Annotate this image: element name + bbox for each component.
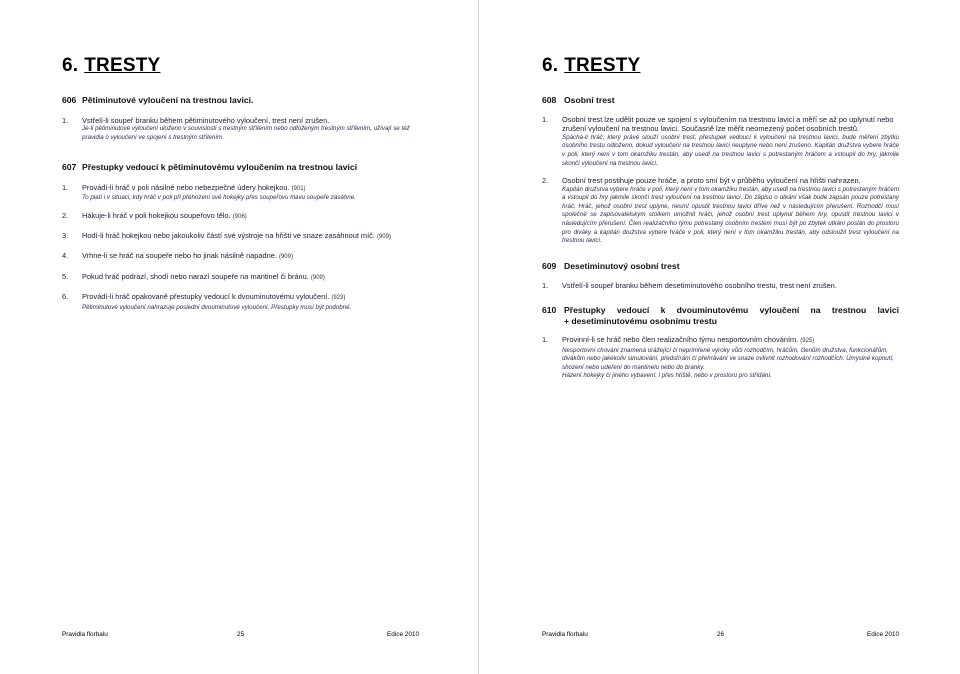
page-footer [62, 631, 419, 641]
rule-text: Hákuje-li hráč v poli hokejkou soupeřovo tělo. [82, 210, 231, 220]
page-number: 25 [237, 631, 245, 638]
rule-number: 4. [62, 251, 69, 261]
rule-number: 3. [62, 231, 69, 240]
page-body [62, 95, 419, 312]
rule-item [62, 183, 419, 203]
rule-number: 1. [62, 182, 69, 192]
rule-reference: (925) [800, 338, 815, 345]
rule-text: Hodí-li hráč hokejkou nebo jakoukoliv částí své výstroje na hřišti ve snaze zasáhnout míč. [82, 231, 375, 240]
chapter-number: 6. [62, 55, 79, 76]
rule-number: 1. [542, 335, 549, 345]
rule-number: 1. [542, 280, 549, 290]
rule-number: 2. [542, 176, 549, 186]
section-title-continuation: + desetiminutovému osobnímu trestu [564, 316, 718, 327]
section-title: Přestupky vedoucí k pětiminutovému vyloučením na trestnou lavici [82, 161, 358, 172]
rule-number: 2. [62, 210, 69, 220]
rule-item [542, 176, 899, 246]
rule-reference: (923) [331, 295, 346, 302]
rule-note: Pětiminutové vyloučení nahrazuje poslední dvouminutové vyloučení. Přestupky musí být podobné. [82, 303, 352, 311]
footer-title: Pravidla florbalu [542, 631, 588, 638]
rule-text: Osobní trest postihuje pouze hráče, a proto smí být v průběhu vyloučení na hřišti nahrazen. [562, 176, 861, 186]
rule-text: Provádí-li hráč v poli násilné nebo nebezpečné údery hokejkou. [82, 182, 290, 192]
section-heading-606 [62, 95, 419, 106]
page-number: 26 [717, 631, 725, 638]
footer-title: Pravidla florbalu [62, 631, 108, 638]
section-number: 609 [542, 260, 557, 271]
document-page-right [480, 0, 959, 674]
rule-text: Pokud hráč podrazí, shodí nebo narazí soupeře na mantinel či bránu. [82, 271, 309, 281]
rule-text: Vrhne-li se hráč na soupeře nebo ho jinak násilně napadne. [82, 251, 277, 261]
rule-text: Provádí-li hráč opakovaně přestupky vedoucí k dvouminutovému vyloučení. [82, 292, 330, 302]
rule-reference: (901) [291, 185, 306, 192]
section-title: Osobní trest [564, 95, 615, 105]
chapter-title: TRESTY [84, 55, 161, 76]
rule-number: 1. [62, 116, 69, 125]
rule-reference: (909) [310, 274, 325, 281]
rule-text: Osobní trest lze udělit pouze ve spojení s vyloučením na trestnou lavici a měří se až po uplynutí nebo zrušení vyloučení na trestnou lavici. Současně lze měřit neomezený počet osobních trestů. [562, 115, 894, 134]
rule-text: Vstřelí-li soupeř branku během pětiminutového vyloučení, trest není zrušen. [82, 116, 330, 125]
rule-note: To platí i v situaci, kdy hráč v poli při přehození své hokejky přes soupeřovu hlavu soupeře zasáhne. [82, 194, 356, 201]
chapter-heading [62, 55, 160, 77]
section-number: 608 [542, 95, 557, 105]
rule-reference: (906) [232, 213, 247, 220]
document-page-left [0, 0, 479, 674]
section-heading-607 [62, 162, 419, 173]
footer-edition: Edice 2010 [387, 631, 419, 638]
rule-number: 6. [62, 292, 69, 302]
rule-number: 1. [542, 115, 549, 124]
section-number: 610 [542, 305, 557, 316]
rule-reference: (909) [278, 254, 293, 261]
rule-note: Házení hokejky či jiného vybavení, i přes hřiště, nebo v prostoru pro střídání. [562, 372, 772, 380]
footer-edition: Edice 2010 [867, 631, 899, 638]
rule-note: Kapitán družstva vybere hráče v poli, který není v tom okamžiku trestán, aby usedl na trestnou lavici s potrestaným hráčem a vstoupil do hry jakmile skončí trest vyloučení na trestnou lavici. Do zápisu o utkání však bude zapsán pouze potrestaný hráč. Hráč, jehož osobní trest uplyne, nesmí opustit trestnou lavici dříve než v následujícím přerušení. Rozhodčí musí společně se zapisovatelským stolkem umožnit hráči, jehož osobní trest uplynul během hry, opustit trestnou lavici v následujícím přerušení. Člen realizačního týmu potrestaný osobním trestem musí být po zbytek utkání poslán do prostoru pro diváky a kapitán družstva vybere hráče v poli, který není v tom okamžiku trestán, aby odsloužil trest vyloučení na trestnou lavici. [562, 185, 899, 245]
rule-number: 5. [62, 271, 69, 281]
rule-item [542, 281, 899, 290]
rule-item [62, 292, 419, 312]
rule-text: Provinní-li se hráč nebo člen realizačního týmu nesportovním chováním. [562, 335, 799, 345]
section-heading-610 [542, 305, 899, 327]
rule-note: Je-li pětiminutové vyloučení uloženo v souvislosti s trestným střílením nebo odloženým trestným střílením, užívají se též pravidla o vyloučení ve spojení s trestným střílením. [82, 125, 410, 141]
section-title: Přestupky vedoucí k dvouminutovému vyloučení na trestnou lavici [564, 305, 899, 316]
rule-item [542, 115, 899, 168]
section-heading-609 [542, 261, 899, 272]
chapter-heading [542, 55, 640, 77]
rule-reference: (909) [376, 234, 391, 240]
page-footer [542, 631, 899, 641]
section-number: 606 [62, 95, 77, 105]
rule-item [62, 116, 419, 143]
rule-item [62, 251, 419, 262]
section-heading-608 [542, 95, 899, 106]
rule-item [62, 231, 419, 242]
section-title: Desetiminutový osobní trest [564, 260, 680, 271]
page-body [542, 95, 899, 381]
rule-item [62, 211, 419, 222]
chapter-title: TRESTY [564, 55, 641, 76]
rule-note: Nesportovní chování znamená urážející či neprimřené výroky vůči rozhodčím, hráčům, členům družstva, funkcionářům, divákům nebo jakékoliv simulování, předstírání či přehrávání ve snaze ovlivnit rozhodování rozhodčích. Úmyslné kopnutí, shození nebo udeření do mantinelu nebo do branky. [562, 346, 894, 371]
rule-text: Vstřelí-li soupeř branku během desetiminutového osobního trestu, trest není zrušen. [562, 280, 837, 290]
chapter-number: 6. [542, 55, 559, 76]
rule-note: Spáchá-li hráč, který právě slouží osobní trest, přestupek vedoucí k vyloučení na trestnou lavici, bude měření zbytku osobního trestu odloženo, dokud vyloučení na trestnou lavici neuplyne nebo není zrušeno. Kapitán družstva vybere hráče v poli, který není v tom okamžiku trestán, aby usedl na trestnou lavici s potrestaným hráčem a vstoupil do hry, jakmile skončí vyloučení na trestnou lavici. [562, 133, 899, 167]
section-title: Pětiminutové vyloučení na trestnou lavici. [82, 95, 254, 105]
rule-item [62, 272, 419, 283]
rule-item [542, 335, 899, 381]
section-number: 607 [62, 161, 77, 172]
